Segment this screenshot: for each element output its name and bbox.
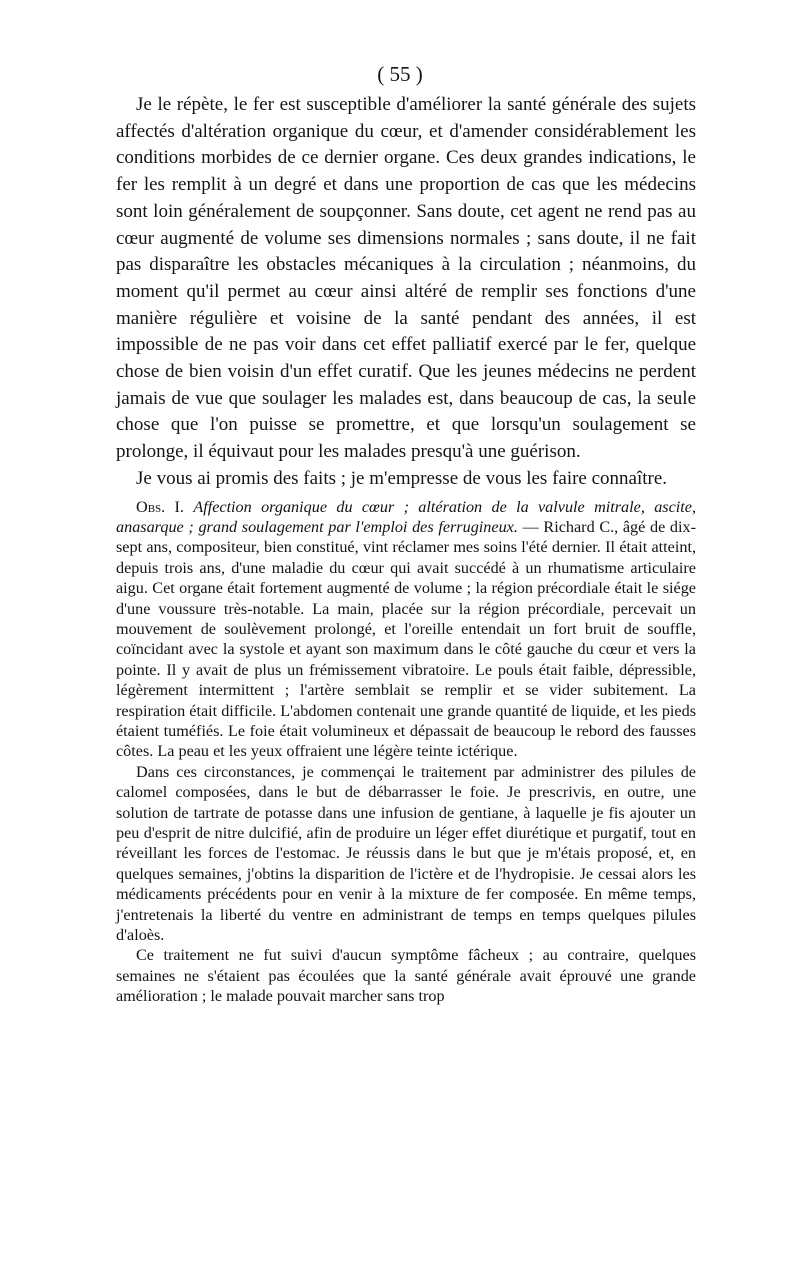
paragraph: Je vous ai promis des faits ; je m'empresse de vous les faire connaître. [136, 467, 668, 489]
paragraph: Je le répète, le fer est susceptible d'améliorer la santé générale des sujets affectés d'altération organique du cœur, et d'amender considérablement les conditions morbides de ce dernier organe. Ces deux grandes indications, le fer les remplit à un degré et dans une proportion de cas que les médecins sont loin généralement de soupçonner. Sans doute, cet agent ne rend pas au cœur augmenté de volume ses dimensions normales ; sans doute, il ne fait pas disparaître les obstacles mécaniques à la circulation ; néanmoins, du moment qu'il permet au cœur ainsi altéré de remplir ses fonctions d'une manière régulière et voisine de la santé pendant des années, il est impossible de ne pas voir dans cet effet palliatif exercé par le fer, quelque chose de bien voisin d'un effet curatif. Que les jeunes médecins ne perdent jamais de vue que soulager les malades est, dans beaucoup de cas, la seule chose que l'on puisse se promettre, et que lorsqu'un soulagement se prolonge, il équivaut pour les malades presqu'à une guérison. [116, 94, 696, 463]
observation-paragraph [116, 497, 696, 762]
observation-title: Affection organique du cœur ; altération de la valvule mitrale, ascite, anasarque ; grand soulagement par l'emploi des ferrugineux. [116, 497, 697, 536]
observation-label: Obs. I. [136, 497, 184, 516]
paragraph: Dans ces circonstances, je commençai le traitement par administrer des pilules de calomel composées, dans le but de débarrasser le foie. Je prescrivis, en outre, une solution de tartrate de potasse dans une infusion de gentiane, à laquelle je fis ajouter un peu d'esprit de nitre dulcifié, afin de produire un léger effet diurétique et purgatif, tout en réveillant les forces de l'estomac. Je réussis dans le but que je m'étais proposé, et, en quelques semaines, j'obtins la disparition de l'ictère et de l'hydropisie. Je cessai alors les médicaments précédents pour en venir à la mixture de fer composée. En même temps, j'entretenais la liberté du ventre en administrant de temps en temps quelques pilules d'aloès. [116, 762, 696, 945]
observation-text: — Richard C., âgé de dix-sept ans, compositeur, bien constitué, vint réclamer mes soins l'été dernier. Il était atteint, depuis trois ans, d'une maladie du cœur qui avait succédé à un rhumatisme articulaire aigu. Cet organe était fortement augmenté de volume ; la région précordiale était le siége d'une voussure très-notable. La main, placée sur la région précordiale, percevait un mouvement de soulèvement prolongé, et l'oreille entendait un fort bruit de souffle, coïncidant avec la systole et ayant son maximum dans le côté gauche du cœur et vers la pointe. Il y avait de plus un frémissement vibratoire. Le pouls était faible, dépressible, légèrement intermittent ; l'artère semblait se remplir et se vider subitement. La respiration était difficile. L'abdomen contenait une grande quantité de liquide, et les pieds étaient tuméfiés. Le foie était volumineux et dépassait de beaucoup le rebord des fausses côtes. La peau et les yeux offraient une légère teinte ictérique. [116, 517, 697, 761]
page-number: ( 55 ) [377, 62, 423, 86]
paragraph: Ce traitement ne fut suivi d'aucun symptôme fâcheux ; au contraire, quelques semaines ne s'étaient pas écoulées que la santé générale avait éprouvé une grande amélioration ; le malade pouvait marcher sans trop [116, 946, 696, 1006]
body-text [116, 92, 696, 1007]
